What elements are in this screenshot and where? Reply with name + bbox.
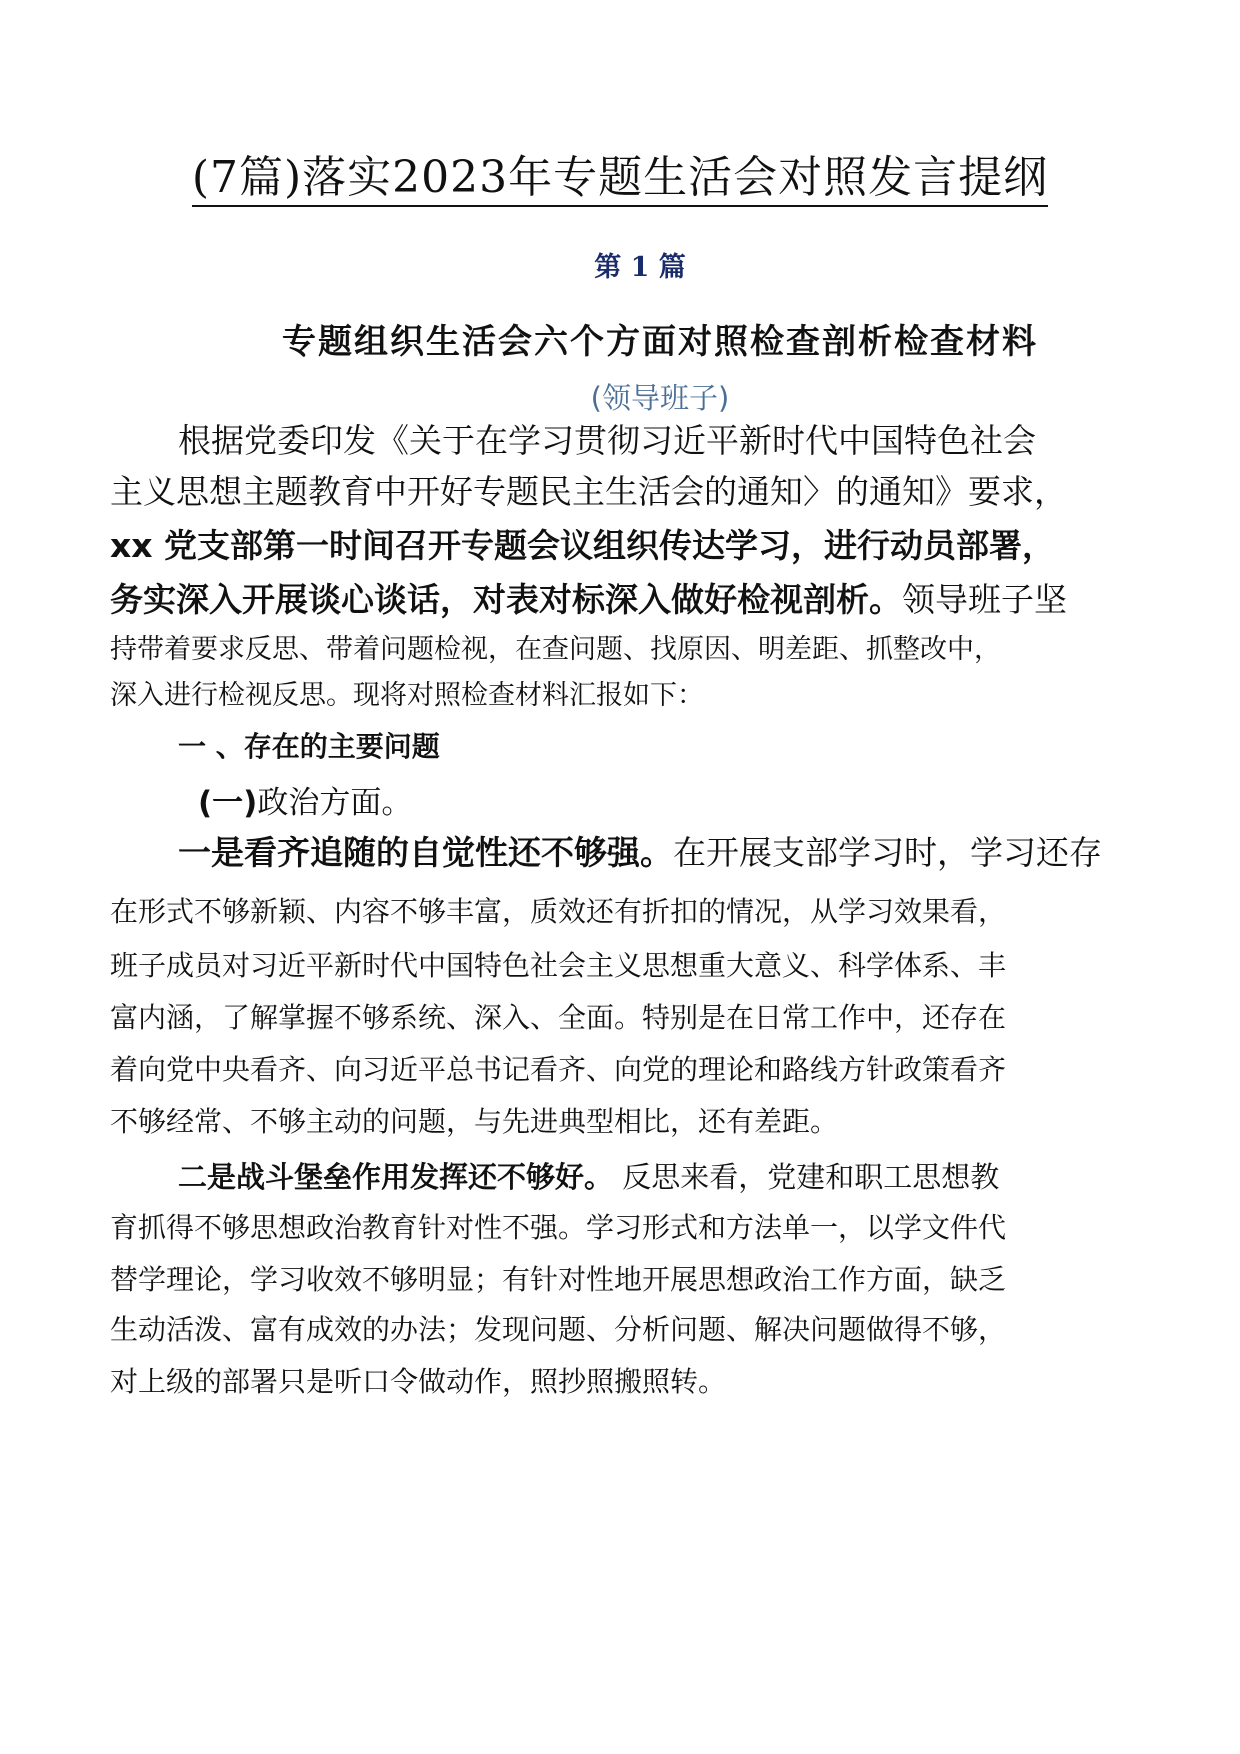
para2-line-5: 对上级的部署只是听口令做动作，照抄照搬照转。 — [110, 1365, 727, 1398]
para1-line-2: 在形式不够新颖、内容不够丰富，质效还有折扣的情况，从学习效果看， — [110, 895, 1007, 928]
intro-line-4-bold: 务实深入开展谈心谈话，对表对标深入做好检视剖析。 — [110, 580, 902, 619]
para1-line-1-rest: 在开展支部学习时，学习还存 — [673, 833, 1102, 872]
heading-main-problems: 一 、存在的主要问题 — [178, 730, 440, 763]
intro-line-5: 持带着要求反思、带着问题检视，在查问题、找原因、明差距、抓整改中， — [110, 634, 1001, 665]
para1-line-1 — [178, 830, 1102, 876]
heading-political-number: (一) — [198, 785, 258, 821]
para2-line-2: 育抓得不够思想政治教育针对性不强。学习形式和方法单一，以学文件代 — [110, 1211, 1007, 1244]
section-subtitle: (领导班子) — [590, 381, 730, 415]
para2-line-3: 替学理论，学习收效不够明显；有针对性地开展思想政治工作方面，缺乏 — [110, 1263, 1007, 1296]
para1-line-6: 不够经常、不够主动的问题，与先进典型相比，还有差距。 — [110, 1105, 839, 1138]
chapter-label: 第 1 篇 — [594, 252, 686, 283]
intro-line-4-normal: 领导班子坚 — [902, 580, 1067, 619]
para2-lead: 二是战斗堡垒作用发挥还不够好。 — [178, 1160, 614, 1194]
para1-line-4: 富内涵，了解掌握不够系统、深入、全面。特别是在日常工作中，还存在 — [110, 1001, 1007, 1034]
intro-line-2: 主义思想主题教育中开好专题民主生活会的通知〉的通知》要求， — [110, 472, 1067, 511]
para2-line-1-rest: 反思来看，党建和职工思想教 — [613, 1160, 1000, 1194]
para2-line-4: 生动活泼、富有成效的办法；发现问题、分析问题、解决问题做得不够， — [110, 1313, 1007, 1346]
para1-line-5: 着向党中央看齐、向习近平总书记看齐、向党的理论和路线方针政策看齐 — [110, 1053, 1007, 1086]
intro-line-1: 根据党委印发《关于在学习贯彻习近平新时代中国特色社会 — [178, 421, 1036, 460]
intro-line-3: xx 党支部第一时间召开专题会议组织传达学习，进行动员部署， — [110, 526, 1056, 565]
heading-political-text: 政治方面。 — [257, 785, 413, 821]
heading-political — [198, 782, 412, 824]
document-title — [0, 148, 1240, 208]
document-title-text: (7篇)落实2023年专题生活会对照发言提纲 — [192, 152, 1048, 207]
para2-line-1 — [178, 1157, 999, 1197]
para1-lead: 一是看齐追随的自觉性还不够强。 — [178, 833, 673, 872]
para1-line-3: 班子成员对习近平新时代中国特色社会主义思想重大意义、科学体系、丰 — [110, 949, 1007, 982]
intro-line-4 — [110, 578, 1067, 622]
section-title: 专题组织生活会六个方面对照检查剖析检查材料 — [282, 322, 1038, 362]
intro-line-6: 深入进行检视反思。现将对照检查材料汇报如下： — [110, 680, 704, 711]
